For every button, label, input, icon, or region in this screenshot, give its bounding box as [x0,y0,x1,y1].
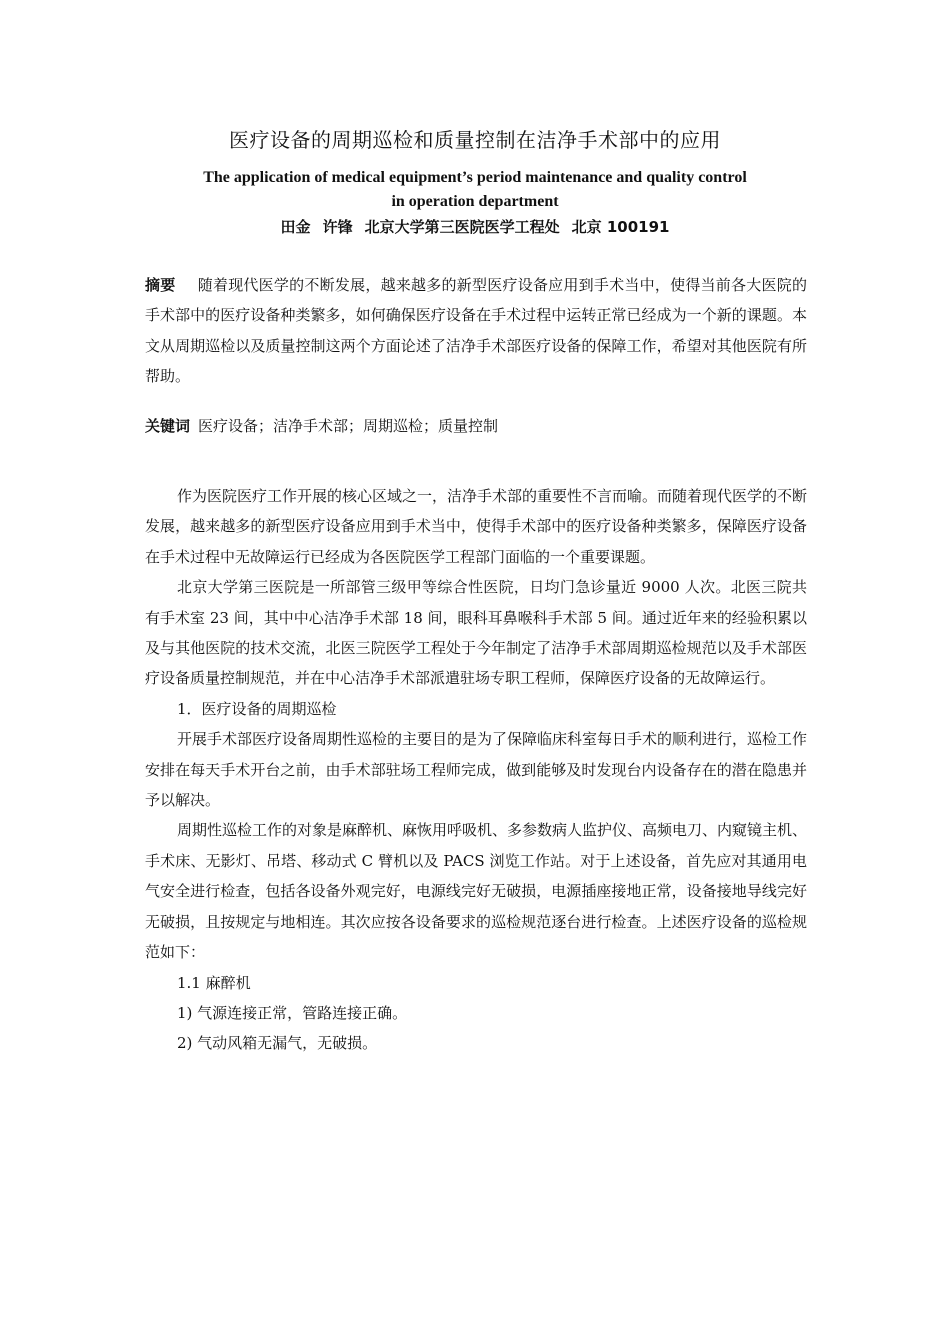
section-heading: 1．医疗设备的周期巡检 [177,699,337,718]
keywords-text: 医疗设备；洁净手术部；周期巡检；质量控制 [198,417,499,435]
abstract-label: 摘要 [145,276,176,294]
abstract-text: 随着现代医学的不断发展，越来越多的新型医疗设备应用到手术当中，使得当前各大医院的手术部中的医疗设备种类繁多，如何确保医疗设备在手术过程中运转正常已经成为一个新的课题。本文从周期巡检以及质量控制这两个方面论述了洁净手术部医疗设备的保障工作，希望对其他医院有所帮助。 [145,276,807,386]
author-affiliation: 北京大学第三医院医学工程处 [364,218,560,236]
author-name: 田金 [280,218,311,236]
body-paragraph: 开展手术部医疗设备周期性巡检的主要目的是为了保障临床科室每日手术的顺利进行，巡检工作安排在每天手术开台之前，由手术部驻场工程师完成，做到能够及时发现台内设备存在的潜在隐患并予以解决。 [145,730,808,810]
body-section [145,481,807,1059]
author-name: 许锋 [322,218,353,236]
subsection-heading: 1.1 麻醉机 [177,973,251,992]
author-city-zip: 北京 100191 [571,218,670,236]
abstract-section [145,270,807,392]
list-item: 2) 气动风箱无漏气，无破损。 [177,1034,378,1053]
list-item: 1) 气源连接正常，管路连接正确。 [177,1003,408,1022]
paper-title-chinese: 医疗设备的周期巡检和质量控制在洁净手术部中的应用 [229,128,721,152]
paper-title-english-line2: in operation department [391,193,559,210]
keywords-section [145,411,807,441]
keywords-label: 关键词 [145,417,191,435]
author-line [0,216,950,237]
body-paragraph: 作为医院医疗工作开展的核心区域之一，洁净手术部的重要性不言而喻。而随着现代医学的不断发展，越来越多的新型医疗设备应用到手术当中，使得手术部中的医疗设备种类繁多，保障医疗设备在手术过程中无故障运行已经成为各医院医学工程部门面临的一个重要课题。 [145,487,808,566]
body-paragraph: 北京大学第三医院是一所部管三级甲等综合性医院，日均门急诊量近 9000 人次。北医三院共有手术室 23 间，其中中心洁净手术部 18 间，眼科耳鼻喉科手术部 5 间。通过近年来的经验积累以及与其他医院的技术交流，北医三院医学工程处于今年制定了洁净手术部周期巡检规范以及手术部医疗设备质量控制规范，并在中心洁净手术部派遣驻场专职工程师，保障医疗设备的无故障运行。 [145,578,807,688]
paper-title-english-line1: The application of medical equipment’s period maintenance and quality control [203,169,747,186]
body-paragraph: 周期性巡检工作的对象是麻醉机、麻恢用呼吸机、多参数病人监护仪、高频电刀、内窥镜主机、手术床、无影灯、吊塔、移动式 C 臂机以及 PACS 浏览工作站。对于上述设备，首先应对其通用电气安全进行检查，包括各设备外观完好，电源线完好无破损，电源插座接地正常，设备接地导线完好无破损，且按规定与地相连。其次应按各设备要求的巡检规范逐台进行检查。上述医疗设备的巡检规范如下： [145,821,808,962]
